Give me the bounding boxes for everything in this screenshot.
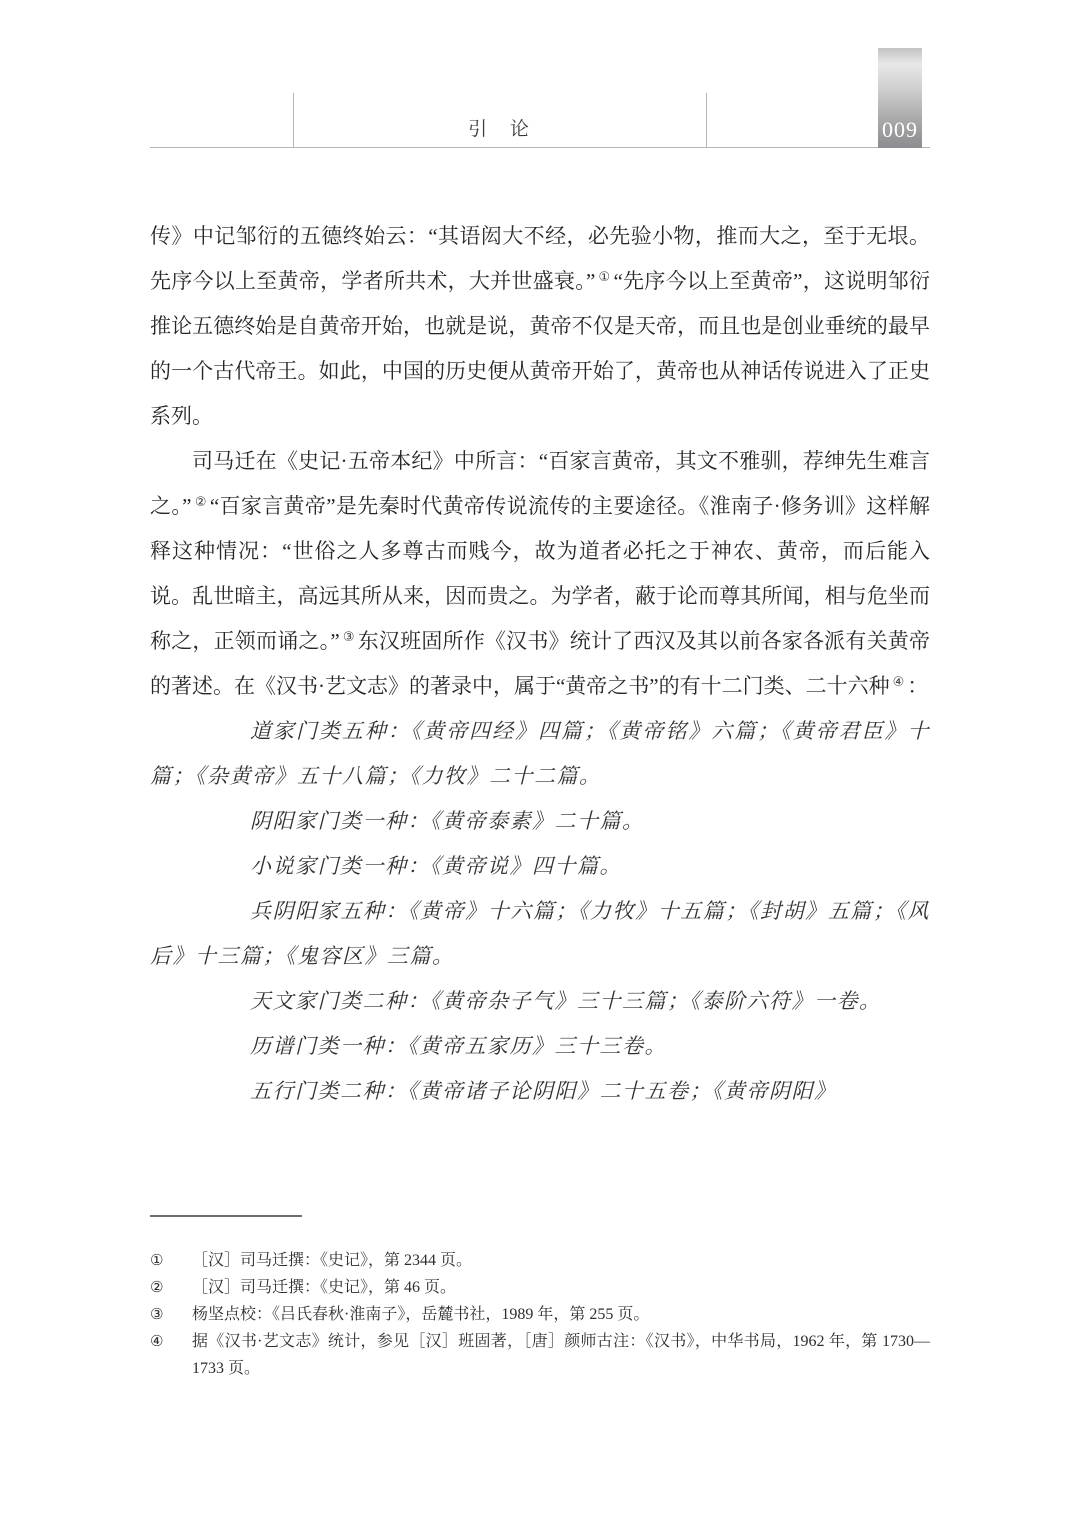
quote-item-tianwenjia: 天文家门类二种：《黄帝杂子气》三十三篇；《泰阶六符》一卷。	[250, 989, 882, 1013]
page-number-badge	[878, 48, 922, 148]
footnote-marker: ④	[150, 1332, 164, 1350]
footnote-ref-3: ③	[342, 630, 355, 645]
text-run: 东汉班固所作《汉书》统计了西汉及其以前各家各派有关黄帝的著述。在《汉书·艺文志》的著录中，属于“黄帝之书”的有十二门类、二十六种	[150, 629, 930, 698]
quote-item-xiaoshuojia: 小说家门类一种：《黄帝说》四十篇。	[250, 854, 622, 878]
footnote-ref-4: ④	[892, 675, 905, 690]
text-run: 传》中记邹衍的五德终始云：“其语闳大不经，必先验小物，推而大之，至于无垠。先序今以上至黄帝，学者所共术，大并世盛衰。”	[150, 224, 930, 293]
footnote-marker: ③	[150, 1305, 164, 1323]
text-run: “先序今以上至黄帝”，这说明邹衍推论五德终始是自黄帝开始，也就是说，黄帝不仅是天帝，而且也是创业垂统的最早的一个古代帝王。如此，中国的历史便从黄帝开始了，黄帝也从神话传说进入了正史系列。	[150, 269, 931, 428]
footnote-1	[150, 1247, 930, 1274]
footnote-text: 据《汉书·艺文志》统计，参见［汉］班固著，［唐］颜师古注：《汉书》，中华书局，1962 年，第 1730—1733 页。	[192, 1333, 930, 1377]
bibliography-quote-block	[150, 709, 930, 1114]
text-run: “百家言黄帝”是先秦时代黄帝传说流传的主要途径。《淮南子·修务训》这样解释这种情况：“世俗之人多尊古而贱今，故为道者必托之于神农、黄帝，而后能入说。乱世暗主，高远其所从来，因而贵之。为学者，蔽于论而尊其所闻，相与危坐而称之，正领而诵之。”	[150, 494, 930, 653]
text-run: ：	[907, 674, 929, 698]
footnote-separator	[150, 1215, 302, 1217]
header-rule	[150, 147, 930, 148]
footnote-text: 杨坚点校：《吕氏春秋·淮南子》，岳麓书社，1989 年，第 255 页。	[192, 1306, 650, 1323]
footnote-marker: ①	[150, 1251, 164, 1269]
footnote-marker: ②	[150, 1278, 164, 1296]
text-run: 司马迁在《史记·五帝本纪》中所言：“百家言黄帝，其文不雅驯，荐绅先生难言之。”	[150, 449, 930, 518]
footnote-ref-2: ②	[194, 495, 207, 510]
quote-item-wuxing: 五行门类二种：《黄帝诸子论阴阳》二十五卷；《黄帝阴阳》	[250, 1079, 837, 1103]
quote-item-daojia: 道家门类五种：《黄帝四经》四篇；《黄帝铭》六篇；《黄帝君臣》十篇；《杂黄帝》五十八篇；《力牧》二十二篇。	[150, 719, 930, 788]
page-number: 009	[882, 117, 918, 142]
footnote-2	[150, 1274, 930, 1301]
body-text	[150, 214, 930, 1114]
footnote-text: ［汉］司马迁撰：《史记》，第 2344 页。	[192, 1252, 473, 1269]
footnote-4	[150, 1328, 930, 1382]
footnote-3	[150, 1301, 930, 1328]
paragraph-2	[150, 439, 930, 709]
footnote-text: ［汉］司马迁撰：《史记》，第 46 页。	[192, 1279, 457, 1296]
quote-item-bingyinyangjia: 兵阴阳家五种：《黄帝》十六篇；《力牧》十五篇；《封胡》五篇；《风后》十三篇；《鬼容区》三篇。	[150, 899, 930, 968]
quote-item-yinyangjia: 阴阳家门类一种：《黄帝泰素》二十篇。	[250, 809, 645, 833]
quote-item-lipu: 历谱门类一种：《黄帝五家历》三十三卷。	[250, 1034, 667, 1058]
footnote-ref-1: ①	[598, 270, 611, 285]
header-tick-right	[706, 93, 707, 147]
footnotes-section	[150, 1215, 930, 1382]
running-head-title: 引 论	[468, 119, 531, 140]
paragraph-1	[150, 214, 930, 439]
